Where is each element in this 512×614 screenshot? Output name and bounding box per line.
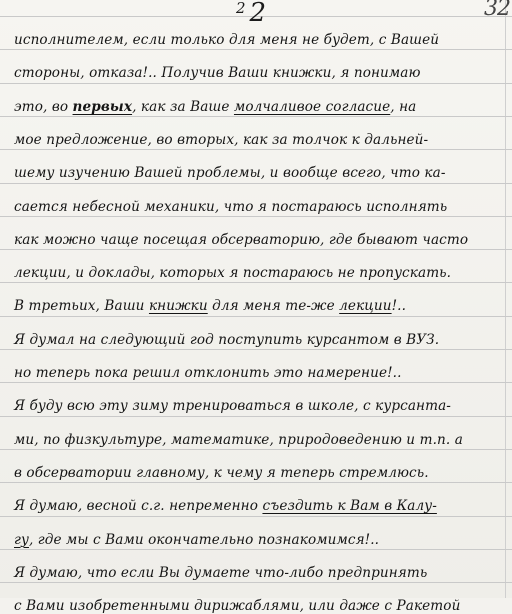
letter-text-segment: !.. <box>391 298 406 315</box>
letter-text-segment: первых <box>72 98 133 115</box>
letter-text-segment: это, во <box>14 98 73 115</box>
letter-text-segment: как можно чаще посещая обсерваторию, где бывают часто <box>14 231 469 248</box>
letter-text-segment: лекции, и доклады, которых я постараюсь не пропускать. <box>14 265 452 282</box>
letter-line <box>14 199 508 215</box>
page-number <box>236 0 268 28</box>
letter-text-segment: стороны, отказа!.. Получив Ваши книжки, я понимаю <box>14 65 421 82</box>
letter-line <box>14 465 508 481</box>
letter-text-segment: , на <box>390 98 417 115</box>
letter-text-segment: шему изучению Вашей проблемы, и вообще всего, что ка- <box>14 165 446 182</box>
page-number-large: 2 <box>249 0 269 28</box>
ruled-line <box>0 183 512 184</box>
ruled-line <box>0 149 512 150</box>
letter-line <box>14 265 508 281</box>
letter-line <box>14 65 508 81</box>
ruled-line <box>0 216 512 217</box>
letter-text-segment: гу <box>14 531 29 548</box>
letter-line <box>14 498 508 514</box>
letter-text-segment: книжки <box>148 298 208 315</box>
ruled-line <box>0 582 512 583</box>
letter-text-segment: , где мы с Вами окончательно познакомимся!.. <box>28 531 380 548</box>
letter-line <box>14 99 508 115</box>
corner-page-number: 32 <box>484 0 510 21</box>
letter-line <box>14 532 508 548</box>
letter-text-segment: мое предложение, во вторых, как за толчок к дальней- <box>14 131 429 148</box>
letter-text-segment: ми, по физкультуре, математике, природоведению и т.п. а <box>14 431 463 448</box>
ruled-line <box>0 449 512 450</box>
ruled-line <box>0 482 512 483</box>
ruled-line <box>0 316 512 317</box>
letter-line <box>14 232 508 248</box>
ruled-line <box>0 116 512 117</box>
letter-line <box>14 432 508 448</box>
ruled-line <box>0 416 512 417</box>
ruled-line <box>0 249 512 250</box>
letter-text-segment: в обсерватории главному, к чему я теперь стремлюсь. <box>14 464 429 481</box>
ruled-line <box>0 382 512 383</box>
letter-text-segment: В третьих, Ваши <box>14 298 149 315</box>
letter-line <box>14 132 508 148</box>
letter-text-segment: молчаливое согласие <box>233 98 391 115</box>
ruled-line <box>0 349 512 350</box>
letter-text-segment: исполнителем, если только для меня не будет, с Вашей <box>14 32 440 48</box>
letter-text-segment: с Вами изобретенными дирижаблями, или даже с Ракетой <box>14 598 461 614</box>
letter-text-segment: Я буду всю эту зиму тренироваться в школе, с курсанта- <box>14 398 452 415</box>
letter-line <box>14 165 508 181</box>
letter-text-segment: для меня те-же <box>207 298 340 315</box>
ruled-line <box>0 282 512 283</box>
letter-line <box>14 398 508 414</box>
page-number-small: 2 <box>236 0 248 17</box>
letter-line <box>14 32 508 48</box>
ruled-line <box>0 83 512 84</box>
letter-text-segment: лекции <box>339 298 392 315</box>
ruled-line <box>0 549 512 550</box>
letter-text-segment: , как за Ваше <box>132 98 234 115</box>
letter-line <box>14 332 508 348</box>
letter-text-segment: Я думал на следующий год поступить курсантом в ВУЗ. <box>14 331 440 348</box>
letter-line <box>14 565 508 581</box>
ruled-line <box>0 516 512 517</box>
letter-text-segment: Я думаю, весной с.г. непременно <box>14 498 263 515</box>
letter-line <box>14 365 508 381</box>
letter-text-segment: Я думаю, что если Вы думаете что-либо предпринять <box>14 564 428 581</box>
letter-text-segment: сается небесной механики, что я постараюсь исполнять <box>14 198 448 215</box>
letter-text-segment: но теперь пока решил отклонить это намерение!.. <box>14 365 402 381</box>
letter-line <box>14 298 508 314</box>
letter-text-segment: съездить к Вам в Калу- <box>262 498 437 515</box>
ruled-line <box>0 49 512 50</box>
letter-line <box>14 598 508 614</box>
